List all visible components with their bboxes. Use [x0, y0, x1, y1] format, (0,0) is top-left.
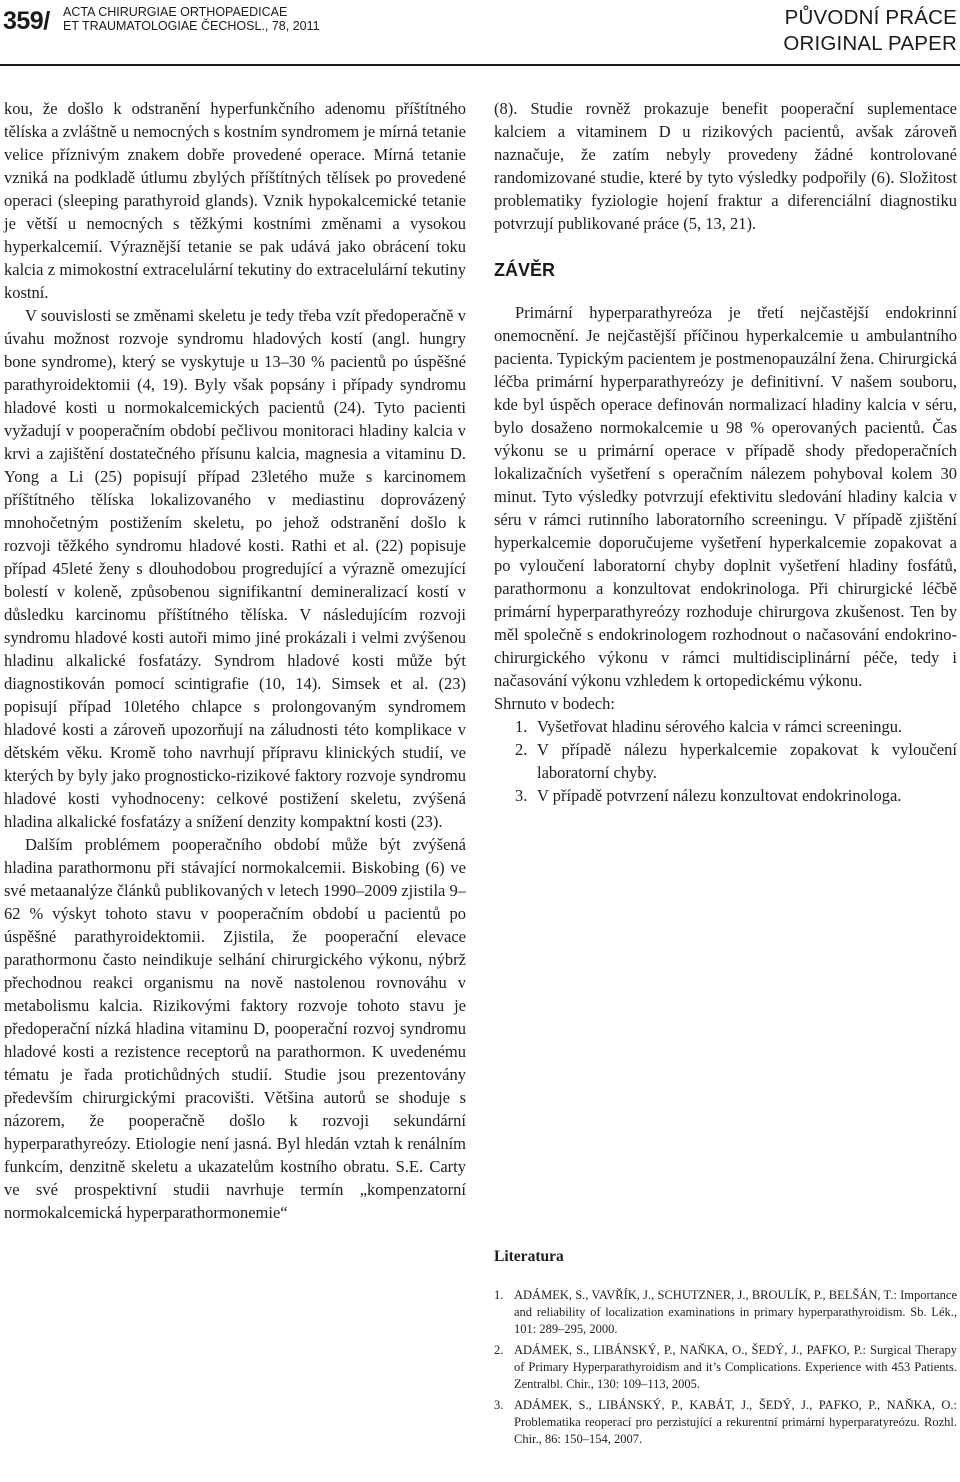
page-header — [0, 0, 960, 66]
conclusion-paragraph: Primární hyperparathyreóza je třetí nejčastější endokrinní onemocnění. Je nejčastější příčinou hyperkalcemie u ambulantního pacienta. Typickým pacientem je postmenopauzální žena. Chirurgická léčba primární hyperparathyreózy je definitivní. V našem souboru, kde byl úspěch operace definován normalizací hladiny kalcia v séru, bylo dosaženo normokalcemie u 98 % operovaných pacientů. Čas výkonu se u primární operace v případě shody předoperačních lokalizačních vyšetření s operačním nálezem pohyboval kolem 30 minut. Tyto výsledky potvrzují efektivitu sledování hladiny kalcia v séru v rámci rutinního laboratorního screeningu. V případě zjištění hyperkalcemie doporučujeme vyšetření hyperkalcemie zopakovat a po vyloučení laboratorní chyby doplnit vyšetření hladiny fosfátů, parathormonu a konzultovat endokrinologa. Při chirurgické léčbě primární hyperparathyreózy rozhoduje chirurgova zkušenost. Ten by měl společně s endokrinologem rozhodnout o načasování endokrino-chirurgického výkonu v rámci multidisciplinární péče, tedy i načasování výkonu vzhledem k ortopedickému výkonu. — [494, 303, 957, 690]
right-column — [494, 97, 957, 807]
journal-title-line-1: ACTA CHIRURGIAE ORTHOPAEDICAE — [63, 5, 288, 19]
summary-list — [494, 715, 957, 807]
section-label-english: ORIGINAL PAPER — [783, 32, 957, 55]
summary-item-number: 3. — [515, 786, 528, 805]
summary-intro: Shrnuto v bodech: — [494, 694, 615, 713]
summary-item — [494, 738, 957, 784]
reference-text: ADÁMEK, S., VAVŘÍK, J., SCHUTZNER, J., BROULÍK, P., BELŠÁN, T.: Importance and reliability of localization examinations in primary hyperparathyroidism. Sb. Lék., 101: 289–295, 2000. — [514, 1288, 957, 1336]
reference-text: ADÁMEK, S., LIBÁNSKÝ, P., NAŇKA, O., ŠEDÝ, J., PAFKO, P.: Surgical Therapy of Primary Hyperparathyroidism and it’s Complications. Experience with 453 Patients. Zentralbl. Chir., 130: 109–113, 2005. — [514, 1343, 957, 1391]
reference-number: 2. — [494, 1343, 504, 1357]
summary-item — [494, 784, 957, 807]
body-paragraph: kou, že došlo k odstranění hyperfunkčního adenomu příštítného tělíska a zvláštně u nemocných s kostním syndromem je mírná tetanie velice příznivým znakem dobře provedené operace. Mírná tetanie vzniká na podkladě útlumu zbylých příštítných tělísek po provedené operaci (sleeping parathyroid glands). Vznik hypokalcemické tetanie je větší u nemocných s těžkými kostními změnami a vysokou hyperkalcemií. Výraznější tetanie se pak udává jako obrácení toku kalcia z mimokostní extracelulární tekutiny do extracelulární tekutiny kostní. — [4, 99, 466, 302]
page-number: 359/ — [3, 7, 50, 35]
journal-title-line-2: ET TRAUMATOLOGIAE ČECHOSL., 78, 2011 — [63, 19, 320, 33]
reference-item — [494, 1397, 957, 1448]
literature-section — [494, 1247, 957, 1452]
body-paragraph: (8). Studie rovněž prokazuje benefit pooperační suplementace kalciem a vitaminem D u rizikových pacientů, avšak zároveň naznačuje, že zatím nebyly provedeny žádné kontrolované randomizované studie, které by tyto výsledky podpořily (6). Složitost problematiky fyziologie hojení fraktur a diferenciální diagnostiku potvrzují publikované práce (5, 13, 21). — [494, 99, 957, 233]
reference-item — [494, 1342, 957, 1393]
summary-item — [494, 715, 957, 738]
summary-item-text: V případě nálezu hyperkalcemie zopakovat k vyloučení laboratorní chyby. — [537, 740, 957, 782]
header-divider — [0, 64, 960, 66]
summary-item-text: Vyšetřovat hladinu sérového kalcia v rámci screeningu. — [537, 717, 903, 736]
reference-list — [494, 1287, 957, 1448]
literature-heading: Literatura — [494, 1248, 564, 1265]
journal-title — [63, 5, 320, 33]
section-label-czech: PŮVODNÍ PRÁCE — [784, 6, 957, 29]
conclusion-heading: ZÁVĚR — [494, 260, 556, 280]
reference-text: ADÁMEK, S., LIBÁNSKÝ, P., KABÁT, J., ŠEDÝ, J., PAFKO, P., NAŇKA, O.: Problematika reoperací pro perzistující a rekurentní primární hyperparatyreózu. Rozhl. Chir., 86: 150–154, 2007. — [514, 1398, 957, 1446]
summary-item-number: 2. — [515, 740, 528, 759]
section-label — [783, 5, 957, 57]
summary-item-number: 1. — [515, 717, 528, 736]
left-column — [4, 97, 466, 1224]
reference-number: 3. — [494, 1398, 504, 1412]
reference-number: 1. — [494, 1288, 504, 1302]
body-paragraph: Dalším problémem pooperačního období může být zvýšená hladina parathormonu při stávající normokalcemii. Biskobing (6) ve své metaanalýze článků publikovaných v letech 1990–2009 zjistila 9–62 % výskyt tohoto stavu v pooperačním období u pacientů po úspěšné parathyroidektomii. Zjistila, že pooperační elevace parathormonu často neindikuje selhání chirurgického výkonu, nýbrž přechodnou reakci organismu na nově nastolenou rovnováhu v metabolismu kalcia. Rizikovými faktory rozvoje tohoto stavu je předoperační nízká hladina vitaminu D, pooperační rozvoj syndromu hladové kosti a rezistence receptorů na parathormon. K uvedenému tématu je řada protichůdných studií. Studie jsou prezentovány především chirurgickými pracovišti. Většina autorů se shoduje s názorem, že pooperačně došlo k rozvoji sekundární hyperparathyreózy. Etiologie není jasná. Byl hledán vztah k renálním funkcím, denzitně skeletu a ukazatelům kostního obratu. S.E. Carty ve své prospektivní studii navrhuje termín „kompenzatorní normokalcemická hyperparathormonemie“ — [4, 835, 466, 1222]
body-paragraph: V souvislosti se změnami skeletu je tedy třeba vzít předoperačně v úvahu možnost rozvoje syndromu hladových kostí (angl. hungry bone syndrome), který se vyskytuje u 13–30 % pacientů po úspěšné parathyroidektomii (4, 19). Byly však popsány i případy syndromu hladové kosti u normokalcemických pacientů (24). Tyto pacienti vyžadují v pooperačním období pečlivou monitoraci hladiny kalcia v krvi a zajištění dostatečného přísunu kalcia, magnesia a vitaminu D. Yong a Li (25) popisují případ 23letého muže s karcinomem příštítného tělíska lokalizovaného v mediastinu doprovázený mnohočetným postižením skeletu, po jehož odstranění došlo k rozvoji těžkého syndromu hladové kosti. Rathi et al. (22) popisuje případ 45leté ženy s dlouhodobou progredující a výrazně omezující bolestí v koleně, způsobenou signifikantní demineralizací kostí v důsledku karcinomu příštítného tělíska. V následujícím rozvoji syndromu hladové kosti autoři mimo jiné prokázali i velmi zvýšenou hladinu alkalické fosfatázy. Syndrom hladové kosti může být diagnostikován pomocí scintigrafie (10, 14). Simsek et al. (23) popisují případ 10letého chlapce s prolongovaným syndromem hladové kosti a zároveň upozorňují na záludnosti této komplikace v dětském věku. Kromě toho navrhují přípravu klinických studií, ve kterých by byly jako prognosticko-rizikové faktory rozvoje syndromu hladové kosti vyhodnoceny: celkové postižení skeletu, zvýšená hladina alkalické fosfatázy a snížení denzity kompaktní kosti (23). — [4, 306, 466, 831]
reference-item — [494, 1287, 957, 1338]
summary-item-text: V případě potvrzení nálezu konzultovat endokrinologa. — [537, 786, 902, 805]
